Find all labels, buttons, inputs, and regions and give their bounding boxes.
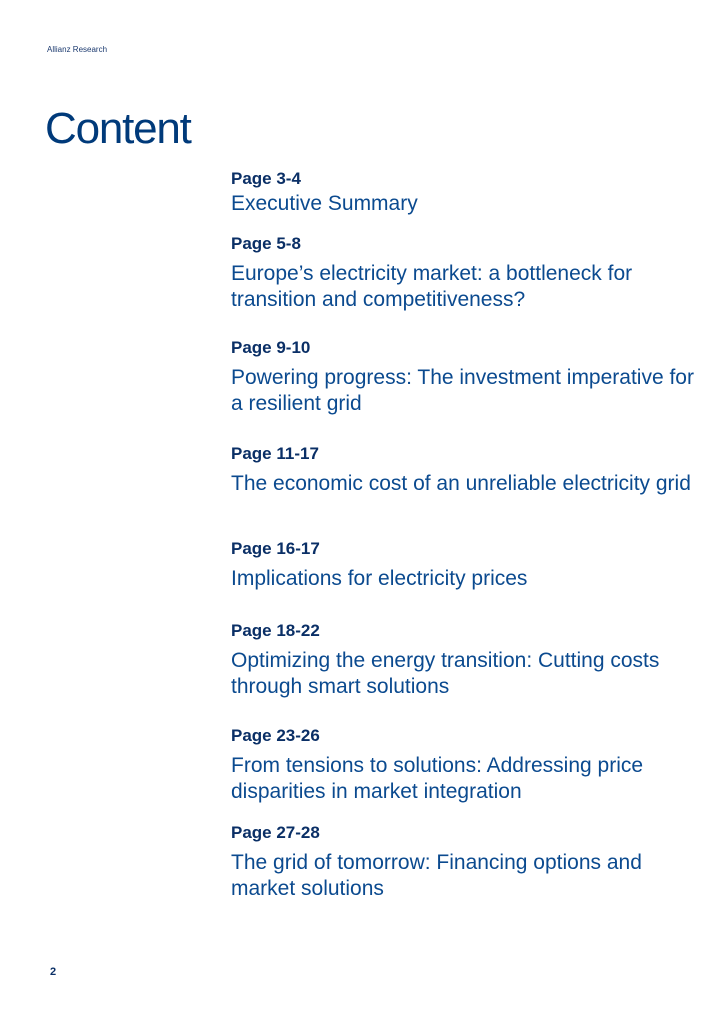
toc-entry[interactable]	[231, 444, 701, 497]
toc-entry[interactable]	[231, 169, 701, 217]
toc-entry-title[interactable]: Optimizing the energy transition: Cutting costs through smart solutions	[231, 649, 660, 698]
toc-entry-title[interactable]: The economic cost of an unreliable electricity grid	[231, 472, 691, 495]
toc-entry[interactable]	[231, 539, 701, 592]
toc-entry[interactable]	[231, 823, 701, 902]
toc-entry-title[interactable]: From tensions to solutions: Addressing price disparities in market integration	[231, 754, 644, 803]
toc-entry[interactable]	[231, 234, 701, 313]
toc-page-range: Page 16-17	[231, 539, 320, 558]
brand-label: Allianz Research	[47, 45, 108, 54]
toc-entry-title[interactable]: Executive Summary	[231, 192, 418, 215]
toc-page-range: Page 5-8	[231, 234, 301, 253]
toc-entry[interactable]	[231, 338, 701, 417]
toc-page-range: Page 3-4	[231, 169, 301, 188]
toc-page-range: Page 11-17	[231, 444, 319, 463]
toc-page-range: Page 27-28	[231, 823, 320, 842]
page-title: Content	[45, 104, 191, 153]
toc-entry-title[interactable]: Powering progress: The investment imperative for a resilient grid	[231, 366, 694, 415]
toc-page-range: Page 9-10	[231, 338, 311, 357]
toc-entry-title[interactable]: Europe’s electricity market: a bottleneck for transition and competitiveness?	[231, 262, 633, 311]
toc-entry-title[interactable]: The grid of tomorrow: Financing options and market solutions	[231, 851, 642, 900]
toc-entry[interactable]	[231, 726, 701, 805]
toc-entry[interactable]	[231, 621, 701, 700]
toc-entry-title[interactable]: Implications for electricity prices	[231, 567, 528, 590]
toc-page-range: Page 23-26	[231, 726, 320, 745]
page-number: 2	[50, 966, 57, 978]
toc-page-range: Page 18-22	[231, 621, 320, 640]
